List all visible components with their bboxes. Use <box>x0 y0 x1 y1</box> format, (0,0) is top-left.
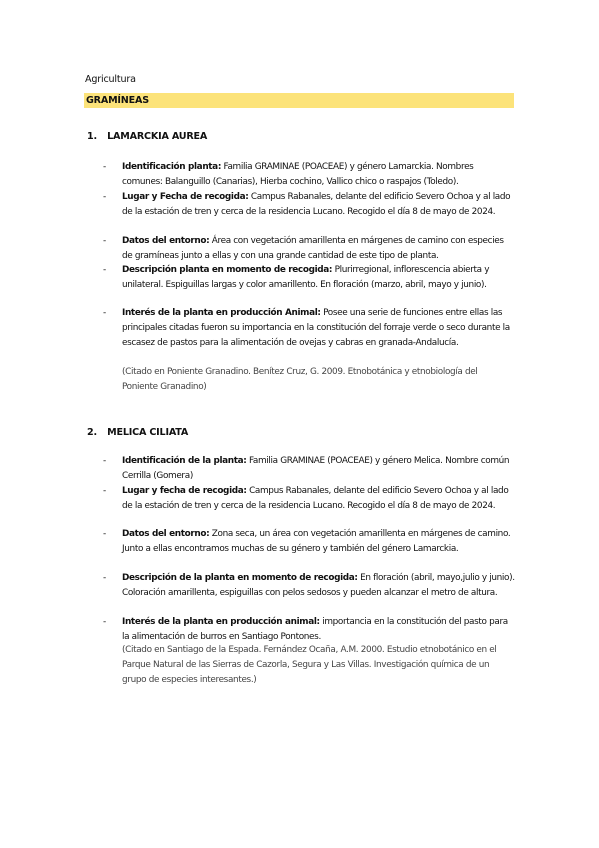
item-text: importancia en la constitución del pasto para la alimentación de burros en Santiago Pontones. <box>122 617 508 642</box>
item-label: Lugar y Fecha de recogida: <box>122 192 249 202</box>
citation: (Citado en Poniente Granadino. Benítez Cruz, G. 2009. Etnobotánica y etnobiología del Poniente Granadino) <box>122 367 478 392</box>
item-label: Datos del entorno: <box>122 529 210 539</box>
bullet-dash: - <box>103 265 106 275</box>
item-label: Interés de la planta en producción animal: <box>122 617 320 627</box>
highlighted-heading <box>84 93 514 108</box>
item-text: En floración (abril, mayo,julio y junio). Coloración amarillenta, espiguillas con pelos sedosos y pueden alcanzar el metro de altura. <box>122 573 515 598</box>
item-label: Identificación de la planta: <box>122 456 247 466</box>
item-label: Descripción planta en momento de recogida: <box>122 265 333 275</box>
section-name: LAMARCKIA AUREA <box>107 131 208 142</box>
item-label: Datos del entorno: <box>122 236 210 246</box>
citation: (Citado en Santiago de la Espada. Fernández Ocaña, A.M. 2000. Estudio etnobotánico en el Parque Natural de las Sierras de Cazorla, Segura y Las Villas. Investigación química de un grupo de especies interesantes.) <box>122 645 497 685</box>
section-title <box>87 131 207 142</box>
bullet-dash: - <box>103 308 106 318</box>
item-label: Lugar y fecha de recogida: <box>122 486 247 496</box>
bullet-dash: - <box>103 486 106 496</box>
heading-text: GRAMÍNEAS <box>86 95 149 106</box>
item-text: Campus Rabanales, delante del edificio Severo Ochoa y al lado de la estación de tren y cerca de la residencia Lucano. Recogido el día 8 de mayo de 2024. <box>122 192 511 217</box>
item-text: Posee una serie de funciones entre ellas las principales citadas fueron su importancia en la constitución del forraje verde o seco durante la escasez de pastos para la alimentación de ovejas y cabras en granada-Andalucía. <box>122 308 510 348</box>
category-label: Agricultura <box>85 74 136 85</box>
section-title <box>87 427 188 438</box>
item-text: Campus Rabanales, delante del edificio Severo Ochoa y al lado de la estación de tren y cerca de la residencia Lucano. Recogido el día 8 de mayo de 2024. <box>122 486 509 511</box>
item-label: Identificación planta: <box>122 162 222 172</box>
bullet-dash: - <box>103 162 106 172</box>
item-label: Interés de la planta en producción Animal: <box>122 308 321 318</box>
item-text: Familia GRAMINAE (POACEAE) y género Lamarckia. Nombres comunes: Balanguillo (Canarias), Hierba cochino, Vallico chico o raspajos (Toledo). <box>122 162 474 187</box>
item-text: Plurirregional, inflorescencia abierta y unilateral. Espiguillas largas y color amarillento. En floración (marzo, abril, mayo y junio). <box>122 265 490 290</box>
section-name: MELICA CILIATA <box>107 427 189 438</box>
bullet-dash: - <box>103 456 106 466</box>
item-text: Familia GRAMINAE (POACEAE) y género Melica. Nombre común Cerrilla (Gomera) <box>122 456 510 481</box>
section-number: 1. <box>87 131 97 142</box>
bullet-dash: - <box>103 529 106 539</box>
bullet-dash: - <box>103 236 106 246</box>
item-text: Área con vegetación amarillenta en márgenes de camino con especies de gramíneas junto a ellas y con una grande cantidad de este tipo de planta. <box>122 236 504 261</box>
item-label: Descripción de la planta en momento de recogida: <box>122 573 358 583</box>
item-text: Zona seca, un área con vegetación amarillenta en márgenes de camino. Junto a ellas encontramos muchas de su género y también del género Lamarckia. <box>122 529 511 554</box>
bullet-dash: - <box>103 192 106 202</box>
bullet-dash: - <box>103 573 106 583</box>
bullet-dash: - <box>103 617 106 627</box>
section-number: 2. <box>87 427 97 438</box>
